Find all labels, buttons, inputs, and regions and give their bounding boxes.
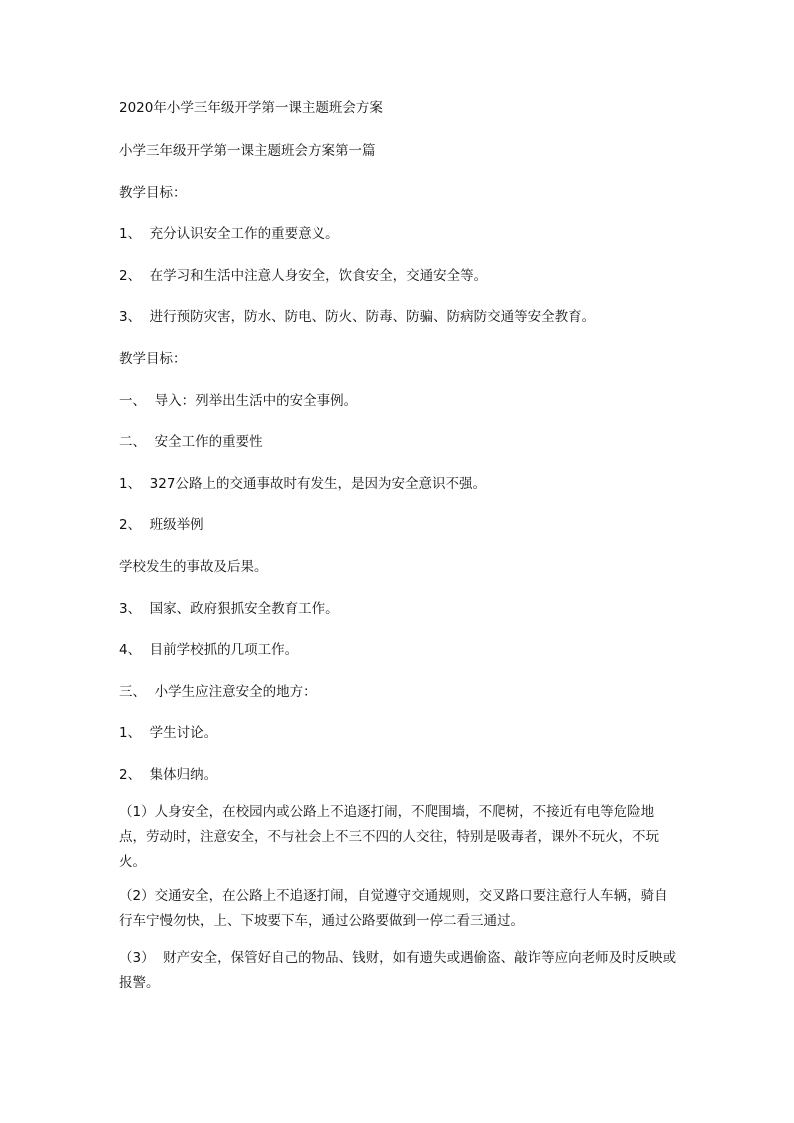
paragraph: 教学目标： <box>119 351 187 367</box>
paragraph: 1、 充分认识安全工作的重要意义。 <box>119 226 339 242</box>
paragraph: （2）交通安全，在公路上不追逐打闹，自觉遵守交通规则，交叉路口要注意行人车辆，骑自行车宁慢勿快，上、下坡要下车，通过公路要做到一停二看三通过。 <box>119 888 668 929</box>
paragraph: 1、 327公路上的交通事故时有发生，是因为安全意识不强。 <box>119 476 486 492</box>
paragraph: 三、 小学生应注意安全的地方： <box>119 684 317 700</box>
document-subtitle: 小学三年级开学第一课主题班会方案第一篇 <box>119 143 376 159</box>
paragraph: 教学目标： <box>119 185 187 201</box>
paragraph: 2、 在学习和生活中注意人身安全，饮食安全，交通安全等。 <box>119 268 488 284</box>
paragraph: 一、 导入：列举出生活中的安全事例。 <box>119 393 358 409</box>
paragraph: 二、 安全工作的重要性 <box>119 434 263 450</box>
paragraph: 1、 学生讨论。 <box>119 725 218 741</box>
paragraph: 3、 进行预防灾害，防水、防电、防火、防毒、防骗、防病防交通等安全教育。 <box>119 309 596 325</box>
paragraph: 学校发生的事故及后果。 <box>119 559 268 575</box>
paragraph: （1）人身安全，在校园内或公路上不追逐打闹，不爬围墙，不爬树，不接近有电等危险地点，劳动时，注意安全，不与社会上不三不四的人交往，特别是吸毒者，课外不玩火，不玩火。 <box>119 804 659 870</box>
paragraph: 3、 国家、政府狠抓安全教育工作。 <box>119 601 339 617</box>
paragraph: 2、 集体归纳。 <box>119 767 218 783</box>
paragraph: 4、 目前学校抓的几项工作。 <box>119 642 299 658</box>
paragraph: （3） 财产安全，保管好自己的物品、钱财，如有遗失或遇偷盗、敲诈等应向老师及时反映或报警。 <box>119 950 677 991</box>
paragraph: 2、 班级举例 <box>119 517 204 533</box>
document-title: 2020年小学三年级开学第一课主题班会方案 <box>119 100 383 116</box>
